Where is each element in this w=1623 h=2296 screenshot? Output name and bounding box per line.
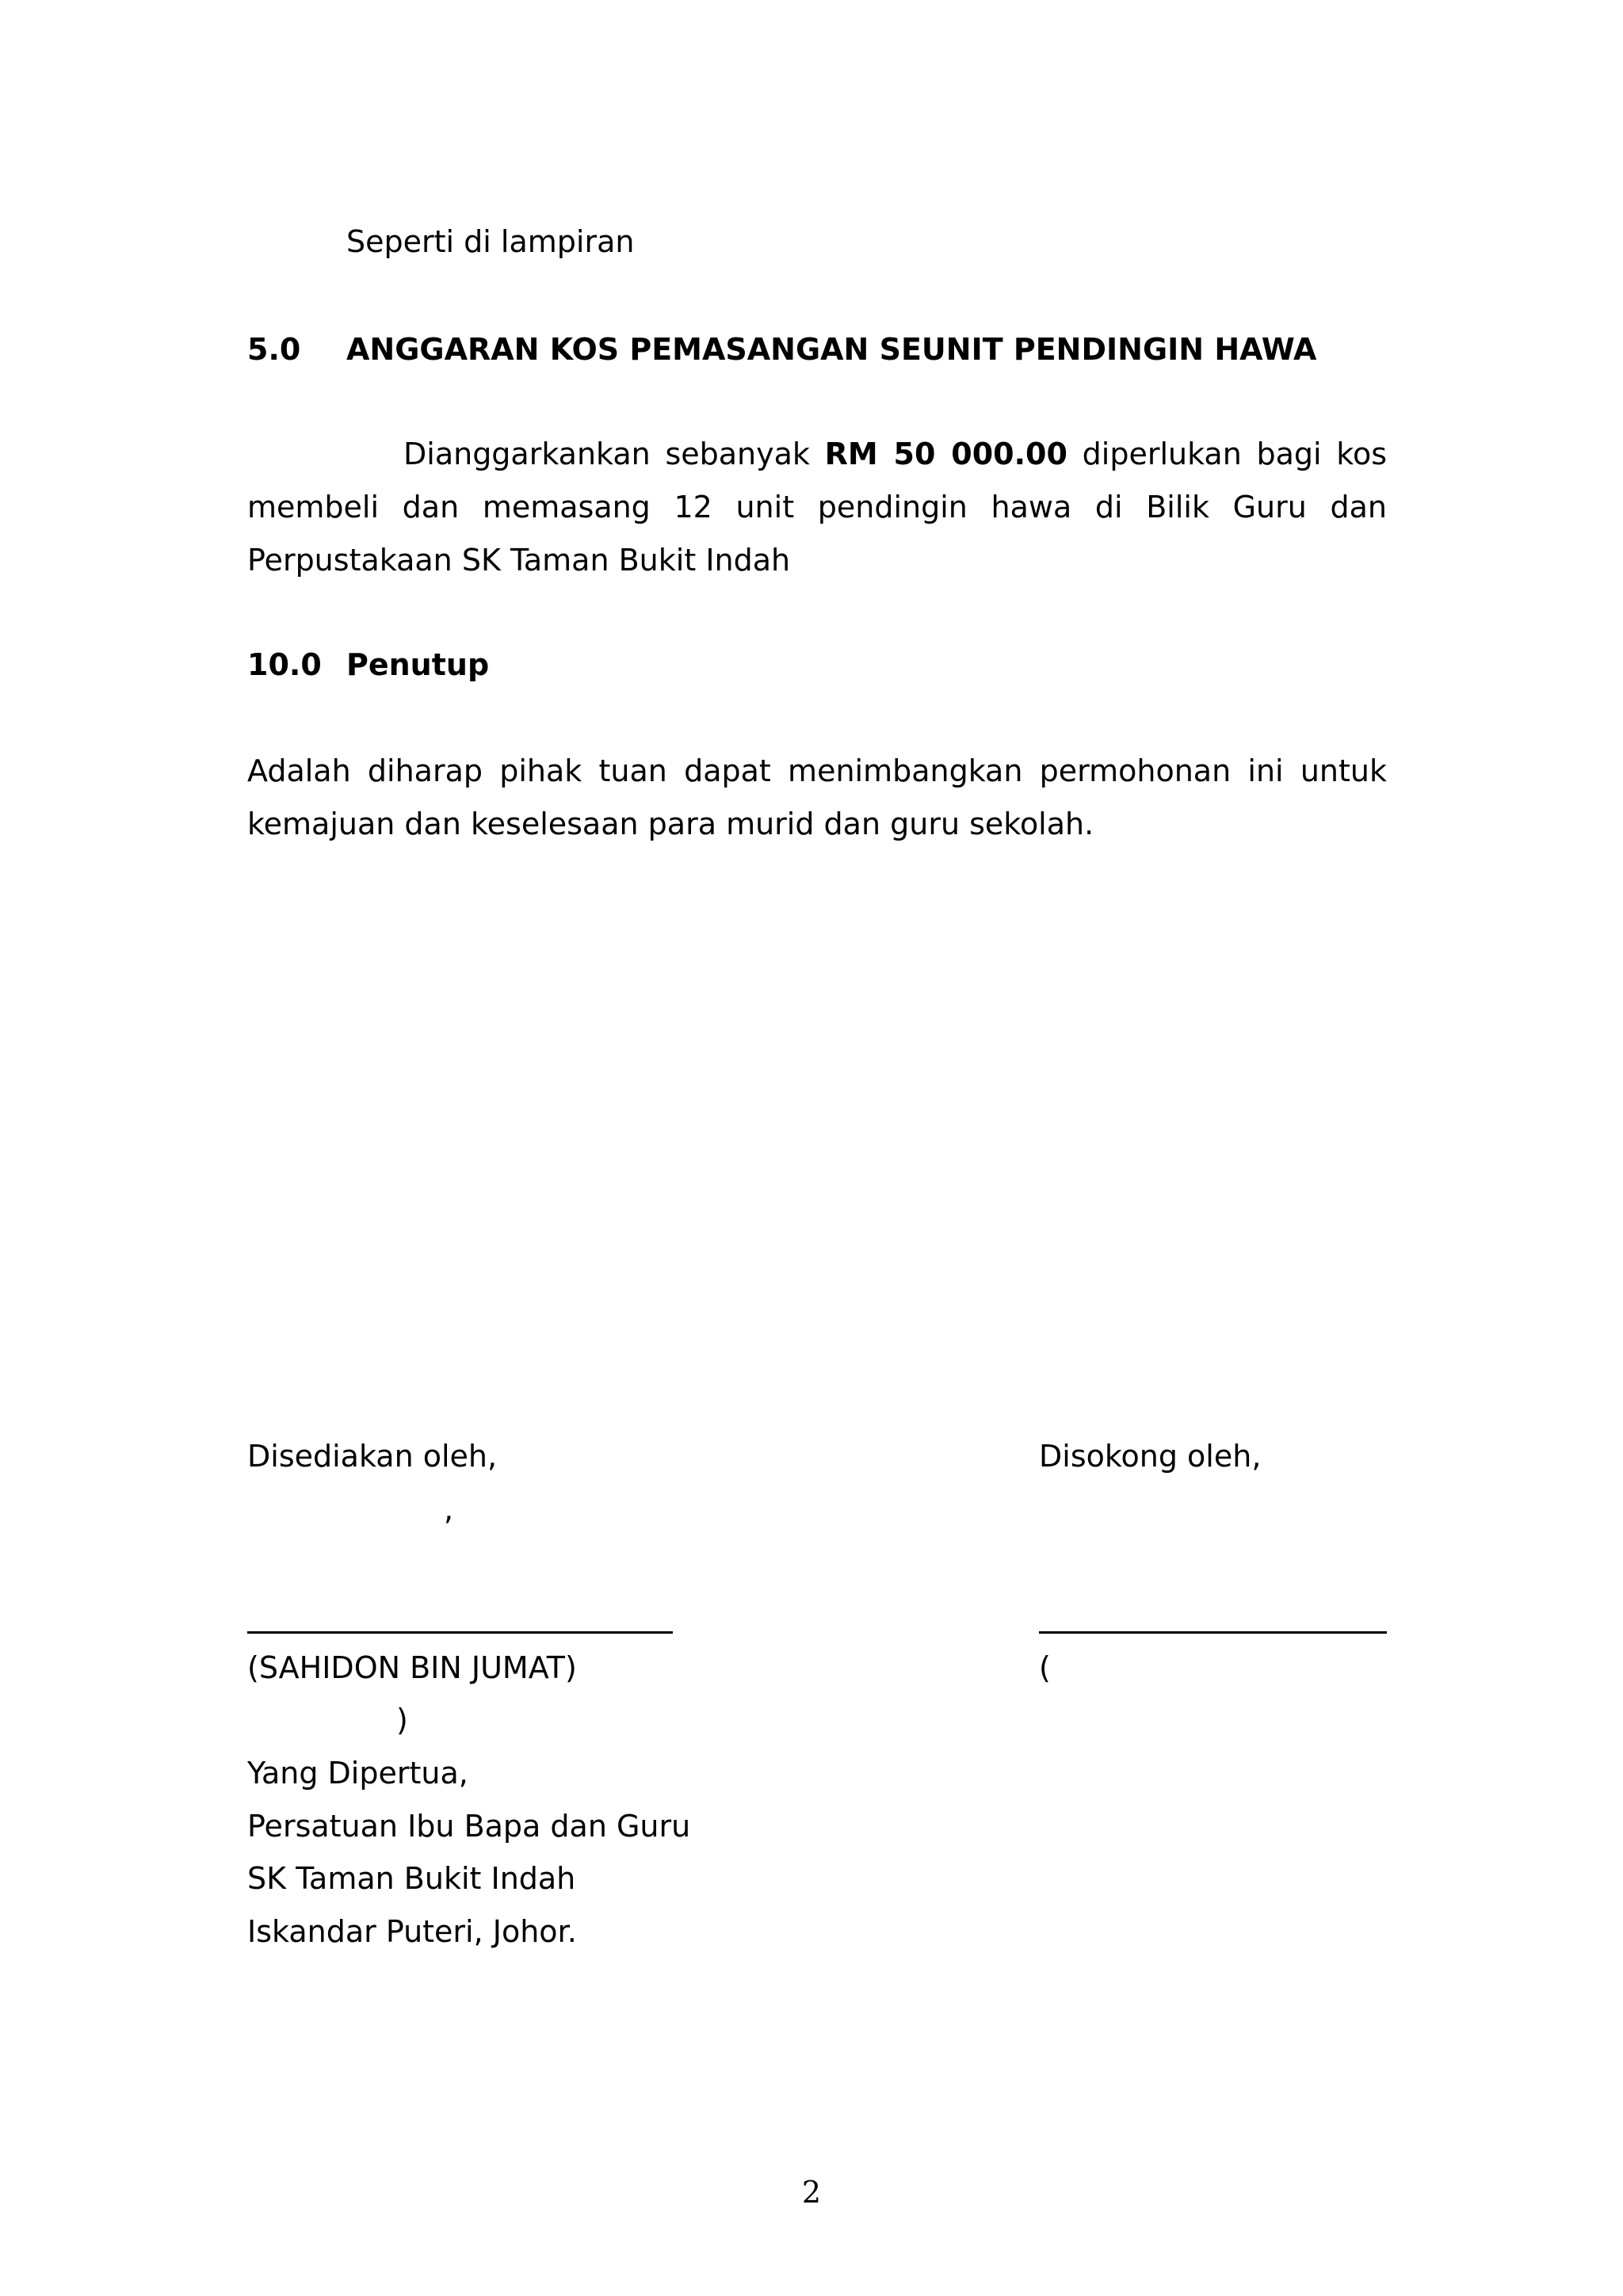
supported-by-heading: Disokong oleh, (1039, 1439, 1262, 1474)
section-5-paragraph (247, 428, 1387, 587)
supported-signature-line (1039, 1631, 1387, 1634)
prepared-signatory-name: (SAHIDON BIN JUMAT) (247, 1650, 577, 1685)
section-10-title: Penutup (346, 647, 490, 682)
prepared-stray-comma: , (444, 1492, 454, 1527)
prepared-signatory-school: SK Taman Bukit Indah (247, 1861, 576, 1896)
attachment-note: Seperti di lampiran (346, 224, 635, 259)
section-10-number: 10.0 (247, 647, 322, 682)
prepared-signatory-location: Iskandar Puteri, Johor. (247, 1914, 577, 1949)
section-5-number: 5.0 (247, 332, 301, 367)
section-5-para-rest: diperlukan bagi kos membeli dan memasang 12 unit pendingin hawa di Bilik Guru dan Perpustakaan SK Taman Bukit Indah (247, 437, 1387, 578)
prepared-signatory-role: Yang Dipertua, (247, 1756, 468, 1791)
prepared-signatory-org: Persatuan Ibu Bapa dan Guru (247, 1809, 691, 1844)
section-10-paragraph: Adalah diharap pihak tuan dapat menimbangkan permohonan ini untuk kemajuan dan keselesaan para murid dan guru sekolah. (247, 753, 1387, 841)
page-number: 2 (801, 2175, 822, 2210)
supported-name-open-paren: ( (1039, 1650, 1051, 1685)
prepared-signature-line (247, 1631, 673, 1634)
section-5-para-lead: Dianggarkankan sebanyak (403, 437, 825, 471)
prepared-closing-paren: ) (396, 1703, 408, 1737)
section-5-title: ANGGARAN KOS PEMASANGAN SEUNIT PENDINGIN HAWA (346, 332, 1317, 367)
cost-amount: RM 50 000.00 (824, 437, 1067, 471)
prepared-by-heading: Disediakan oleh, (247, 1439, 498, 1474)
